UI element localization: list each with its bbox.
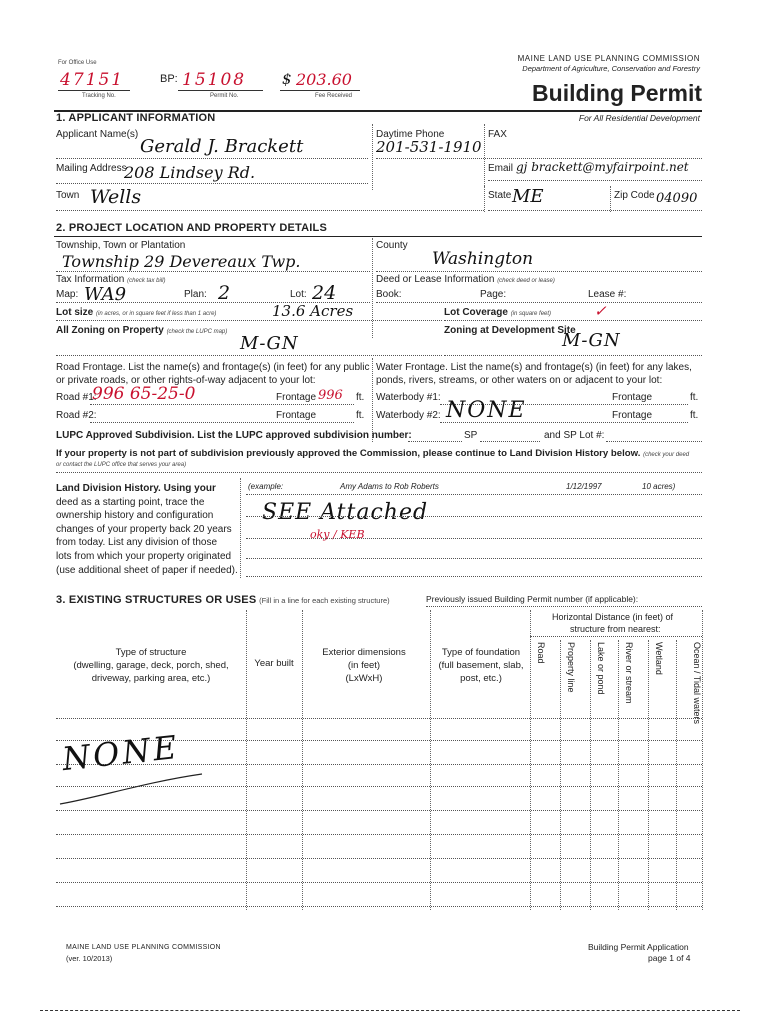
land-division-instructions: Land Division History. Using your deed as a starting point, trace the ownership history and configuration changes of your property back 20 years from today. List any division of those lots from which your property originated (use additional sheet of paper if needed). (56, 483, 238, 576)
fax-label: FAX (488, 129, 507, 140)
exterior-dimensions-header: Exterior dimensions (in feet) (LxWxH) (322, 647, 406, 684)
state-field[interactable]: ME (512, 186, 544, 207)
example-date: 1/12/1997 (566, 482, 602, 491)
table-row[interactable] (56, 810, 702, 811)
water-frontage-text: Water Frontage. List the name(s) and frontage(s) (in feet) for any lakes, (376, 362, 692, 373)
applicant-name-label: Applicant Name(s) (56, 129, 139, 140)
all-zoning-hint: (check the LUPC map) (166, 329, 228, 335)
state-label: State (488, 190, 512, 201)
structure-type-header: Type of structure (dwelling, garage, deck, porch, shed, driveway, parking area, etc.) (73, 647, 229, 684)
applicant-name-field[interactable]: Gerald J. Brackett (140, 136, 304, 157)
page-subtitle: For All Residential Development (578, 113, 700, 123)
col-road: Road (536, 642, 546, 664)
water-frontage-text-2: ponds, rivers, streams, or other waters on or adjacent to your lot: (376, 375, 663, 386)
lot-size-field[interactable]: 13.6 Acres (272, 302, 354, 320)
town-field[interactable]: Wells (90, 186, 142, 208)
example-names: Amy Adams to Rob Roberts (340, 482, 439, 491)
lease-label: Lease #: (588, 289, 627, 300)
agency-department: Department of Agriculture, Conservation and Forestry (522, 64, 700, 73)
lot-field[interactable]: 24 (312, 282, 337, 304)
road1-label: Road #1: (56, 392, 97, 403)
page-label: Page: (480, 289, 507, 300)
section3-hint: (Fill in a line for each existing structure) (259, 596, 390, 605)
table-row[interactable] (56, 834, 702, 835)
map-field[interactable]: WA9 (84, 284, 127, 305)
zoning-development-label: Zoning at Development Site (444, 325, 576, 336)
township-field[interactable]: Township 29 Devereaux Twp. (62, 252, 301, 271)
zoning-development-field[interactable]: M-GN (562, 330, 621, 351)
road2-label: Road #2: (56, 410, 97, 421)
strike-through-line (56, 770, 206, 810)
permit-number-value: 15108 (182, 70, 247, 90)
col-wetland: Wetland (654, 642, 664, 675)
bp-label: BP: (160, 73, 178, 85)
fee-value: 203.60 (296, 70, 352, 89)
section2-heading: 2. PROJECT LOCATION AND PROPERTY DETAILS (56, 222, 328, 234)
table-row[interactable] (56, 858, 702, 859)
lot-label: Lot: (290, 289, 307, 300)
deed-info-label: Deed or Lease Information (376, 274, 495, 285)
county-label: County (376, 240, 408, 251)
foundation-type-header: Type of foundation (full basement, slab, post, etc.) (438, 647, 524, 684)
year-built-header: Year built (254, 658, 294, 669)
cut-line (40, 1010, 740, 1011)
map-label: Map: (56, 289, 79, 300)
horizontal-distance-subheading: structure from nearest: (570, 624, 661, 634)
page-title: Building Permit (532, 80, 702, 106)
road1-frontage-field[interactable]: 996 (318, 388, 343, 403)
road2-frontage-label: Frontage (276, 410, 317, 421)
sp-label: SP (464, 430, 478, 441)
deed-info-hint: (check deed or lease) (497, 278, 555, 284)
footer-form-name: Building Permit Application (588, 942, 689, 952)
agency-name: MAINE LAND USE PLANNING COMMISSION (517, 54, 700, 63)
tracking-number-value: 47151 (60, 70, 125, 90)
col-property-line: Property line (566, 642, 576, 693)
plan-field[interactable]: 2 (218, 282, 231, 304)
daytime-phone-field[interactable]: 201-531-1910 (376, 138, 482, 156)
all-zoning-field[interactable]: M-GN (240, 333, 299, 354)
footer-agency: MAINE LAND USE PLANNING COMMISSION (66, 944, 221, 951)
table-row[interactable] (56, 882, 702, 883)
footer-version: (ver. 10/2013) (66, 954, 113, 963)
col-river-stream: River or stream (624, 642, 634, 704)
sp-lot-label: and SP Lot #: (544, 430, 605, 441)
mailing-address-field[interactable]: 208 Lindsey Rd. (124, 163, 256, 182)
land-division-history-field[interactable]: SEE Attached (262, 500, 429, 525)
section1-heading: 1. APPLICANT INFORMATION (56, 112, 216, 124)
plan-label: Plan: (184, 289, 207, 300)
county-field[interactable]: Washington (432, 249, 534, 269)
all-zoning-label: All Zoning on Property (56, 325, 164, 336)
subdivision-note: If your property is not part of subdivision previously approved the Commission, please continue to Land Division History below. (56, 448, 641, 459)
road-frontage-text-2: or private roads, or other rights-of-way adjacent to your lot: (56, 375, 316, 386)
road1-ft: ft. (356, 392, 365, 403)
email-label: Email (488, 163, 514, 174)
fee-label: Fee Received (315, 93, 353, 99)
road1-frontage-label: Frontage (276, 392, 317, 403)
zip-code-label: Zip Code (614, 190, 655, 201)
tracking-number-label: Tracking No. (82, 93, 116, 99)
zip-code-field[interactable]: 04090 (656, 191, 698, 206)
office-use-label: For Office Use (58, 60, 97, 66)
land-division-initials: oky / KEB (310, 528, 365, 541)
waterbody1-label: Waterbody #1: (376, 392, 441, 403)
road2-ft: ft. (356, 410, 365, 421)
town-label: Town (56, 190, 80, 201)
col-ocean-tidal: Ocean / Tidal waters (692, 642, 702, 725)
horizontal-distance-heading: Horizontal Distance (in feet) of (552, 612, 674, 622)
waterbody2-ft: ft. (690, 410, 699, 421)
email-field[interactable]: gj brackett@myfairpoint.net (516, 160, 689, 174)
waterbody1-ft: ft. (690, 392, 699, 403)
subdivision-hint-2: or contact the LUPC office that serves your area) (56, 462, 187, 468)
example-acres: 10 acres) (642, 482, 676, 491)
table-row[interactable] (56, 718, 702, 719)
lot-size-hint: (in acres, or in square feet if less than 1 acre) (96, 311, 217, 317)
previous-permit-label: Previously issued Building Permit number (if applicable): (426, 594, 639, 604)
waterbody1-frontage-label: Frontage (612, 392, 653, 403)
road-frontage-text: Road Frontage. List the name(s) and frontage(s) (in feet) for any public (56, 362, 370, 373)
lot-size-label: Lot size (56, 307, 94, 318)
structures-none-field[interactable]: NONE (60, 727, 182, 779)
waterbody2-frontage-label: Frontage (612, 410, 653, 421)
lot-coverage-label: Lot Coverage (444, 307, 508, 318)
table-row[interactable] (56, 906, 702, 907)
permit-number-label: Permit No. (210, 93, 239, 99)
tax-info-label: Tax Information (56, 274, 125, 285)
subdivision-hint-1: (check your deed (643, 452, 690, 458)
section3-heading: 3. EXISTING STRUCTURES OR USES (56, 594, 257, 606)
tax-info-hint: (check tax bill) (127, 278, 166, 284)
waterbody2-label: Waterbody #2: (376, 410, 441, 421)
daytime-phone-label: Daytime Phone (376, 129, 445, 140)
example-label: (example: (248, 482, 284, 491)
lot-coverage-hint: (in square feet) (510, 311, 552, 317)
waterbody2-field[interactable]: NONE (446, 398, 527, 423)
road1-field[interactable]: 996 65-25-0 (92, 384, 196, 404)
lupc-subdivision-label: LUPC Approved Subdivision. List the LUPC approved subdivision number: (56, 430, 412, 441)
book-label: Book: (376, 289, 402, 300)
mailing-address-label: Mailing Address (56, 163, 127, 174)
col-lake-pond: Lake or pond (596, 642, 606, 695)
township-label: Township, Town or Plantation (56, 240, 186, 251)
lot-coverage-field[interactable]: ✓ (594, 302, 607, 320)
footer-page-number: page 1 of 4 (648, 953, 691, 963)
